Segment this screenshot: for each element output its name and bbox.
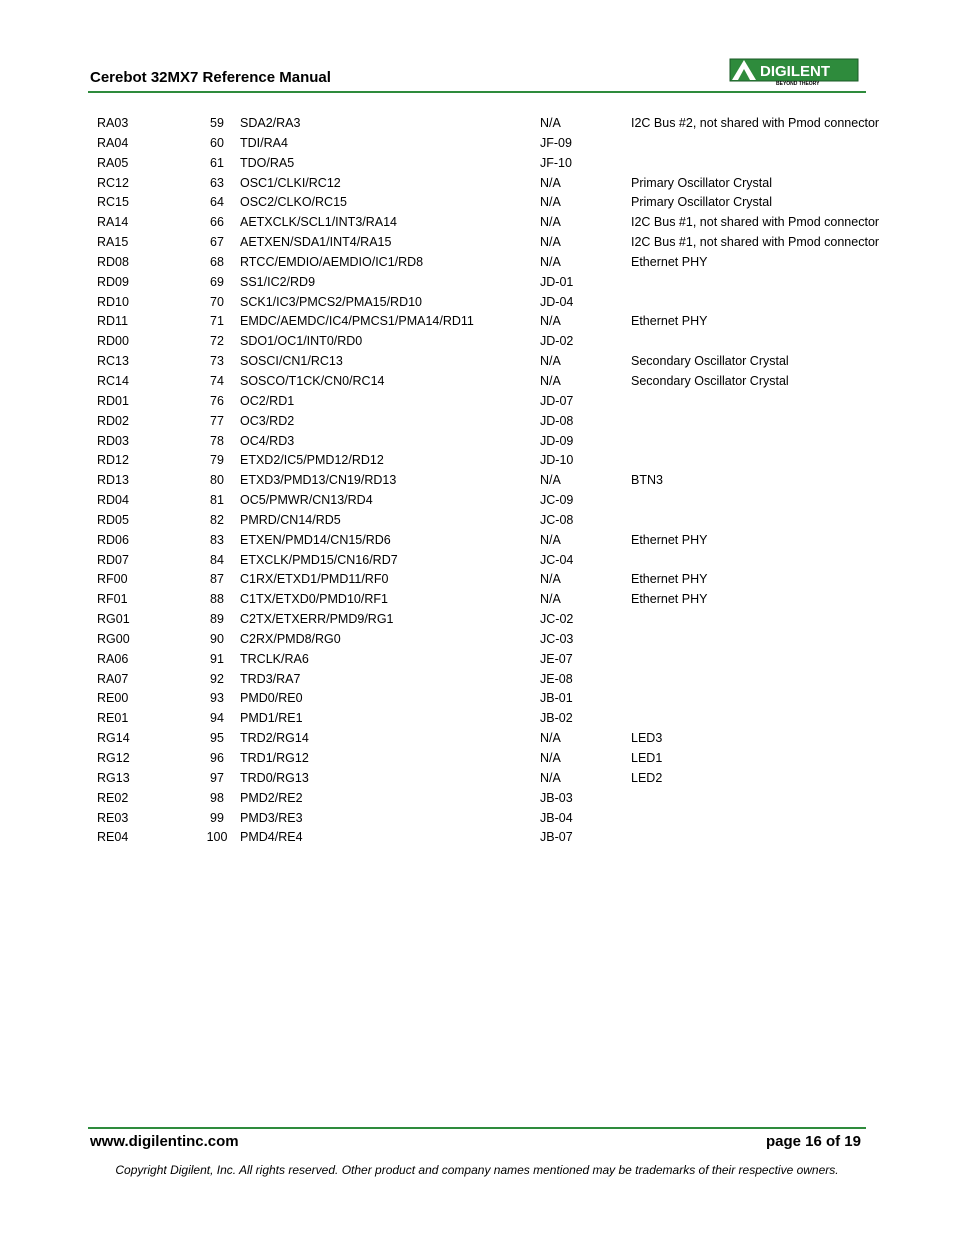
connector-pin-cell: N/A bbox=[540, 373, 561, 388]
notes-cell bbox=[631, 670, 891, 690]
pin-function-cell: OC3/RD2 bbox=[240, 413, 295, 428]
pin-number-cell: 59 bbox=[210, 116, 224, 130]
notes-cell: I2C Bus #1, not shared with Pmod connector bbox=[631, 215, 880, 230]
port-bit-cell: RD01 bbox=[97, 393, 129, 408]
port-bit-cell: RD13 bbox=[97, 473, 129, 488]
pin-number-cell: 78 bbox=[210, 433, 224, 448]
pin-number-cell: 91 bbox=[210, 651, 224, 666]
table-row bbox=[97, 253, 891, 273]
notes-cell bbox=[631, 273, 891, 293]
connector-pin-cell: JD-04 bbox=[540, 294, 574, 309]
pin-number-cell: 67 bbox=[210, 235, 224, 250]
notes-cell bbox=[631, 689, 891, 709]
pin-number-cell: 80 bbox=[210, 473, 224, 488]
table-row bbox=[97, 352, 891, 372]
port-bit-cell: RE00 bbox=[97, 691, 129, 706]
table-row bbox=[97, 114, 891, 134]
table-row bbox=[97, 709, 891, 729]
pin-function-cell: SCK1/IC3/PMCS2/PMA15/RD10 bbox=[240, 294, 423, 309]
pin-function-cell: ETXEN/PMD14/CN15/RD6 bbox=[240, 532, 391, 547]
pin-number-cell: 77 bbox=[210, 413, 224, 428]
connector-pin-cell: N/A bbox=[540, 195, 561, 210]
table-row bbox=[97, 392, 891, 412]
connector-pin-cell: JB-07 bbox=[540, 830, 573, 845]
notes-cell: LED1 bbox=[631, 751, 663, 765]
port-bit-cell: RG01 bbox=[97, 612, 130, 627]
notes-cell: Primary Oscillator Crystal bbox=[631, 195, 772, 210]
port-bit-cell: RF01 bbox=[97, 592, 128, 607]
pin-number-cell: 93 bbox=[210, 691, 224, 706]
connector-pin-cell: N/A bbox=[540, 175, 561, 190]
port-bit-cell: RC12 bbox=[97, 175, 129, 190]
table-row bbox=[97, 491, 891, 511]
connector-pin-cell: N/A bbox=[540, 572, 561, 587]
table-row bbox=[97, 769, 891, 789]
table-row bbox=[97, 531, 891, 551]
port-bit-cell: RD05 bbox=[97, 512, 129, 527]
notes-cell bbox=[631, 610, 891, 630]
connector-pin-cell: JD-08 bbox=[540, 413, 574, 428]
notes-cell: Secondary Oscillator Crystal bbox=[631, 373, 789, 388]
table-row bbox=[97, 193, 891, 213]
table-row bbox=[97, 570, 891, 590]
port-bit-cell: RG12 bbox=[97, 751, 130, 765]
table-row bbox=[97, 511, 891, 531]
port-bit-cell: RE03 bbox=[97, 810, 129, 825]
pin-number-cell: 87 bbox=[210, 572, 224, 587]
table-row bbox=[97, 372, 891, 392]
notes-cell bbox=[631, 709, 891, 729]
port-bit-cell: RD09 bbox=[97, 274, 129, 289]
port-bit-cell: RA14 bbox=[97, 215, 129, 230]
connector-pin-cell: JD-09 bbox=[540, 433, 574, 448]
document-title: Cerebot 32MX7 Reference Manual bbox=[90, 69, 331, 86]
table-row bbox=[97, 630, 891, 650]
port-bit-cell: RD00 bbox=[97, 334, 129, 349]
connector-pin-cell: JB-02 bbox=[540, 711, 573, 726]
connector-pin-cell: N/A bbox=[540, 770, 561, 785]
notes-cell bbox=[631, 650, 891, 670]
page-number: page 16 of 19 bbox=[765, 1133, 861, 1150]
port-bit-cell: RA05 bbox=[97, 155, 129, 170]
pin-function-cell: SDO1/OC1/INT0/RD0 bbox=[240, 334, 363, 349]
pin-function-cell: OC4/RD3 bbox=[240, 433, 295, 448]
notes-cell: LED2 bbox=[631, 770, 663, 785]
table-row bbox=[97, 471, 891, 491]
connector-pin-cell: JD-10 bbox=[540, 453, 574, 468]
connector-pin-cell: N/A bbox=[540, 254, 561, 269]
table-row bbox=[97, 809, 891, 829]
notes-cell bbox=[631, 451, 891, 471]
pin-function-cell: AETXCLK/SCL1/INT3/RA14 bbox=[240, 215, 398, 230]
notes-cell bbox=[631, 551, 891, 571]
pin-function-cell: SS1/IC2/RD9 bbox=[240, 274, 316, 289]
connector-pin-cell: N/A bbox=[540, 354, 561, 369]
pin-function-cell: TRD3/RA7 bbox=[240, 671, 301, 686]
table-row bbox=[97, 551, 891, 571]
notes-cell bbox=[631, 293, 891, 313]
pin-number-cell: 82 bbox=[210, 512, 224, 527]
notes-cell bbox=[631, 828, 891, 848]
port-bit-cell: RC14 bbox=[97, 373, 129, 388]
table-row bbox=[97, 749, 891, 769]
table-row bbox=[97, 432, 891, 452]
notes-cell: Ethernet PHY bbox=[631, 592, 708, 607]
pin-number-cell: 99 bbox=[210, 810, 224, 825]
pin-function-cell: PMD4/RE4 bbox=[240, 830, 303, 845]
table-row bbox=[97, 451, 891, 471]
table-row bbox=[97, 213, 891, 233]
pin-number-cell: 96 bbox=[210, 751, 224, 765]
table-row bbox=[97, 293, 891, 313]
pin-number-cell: 64 bbox=[210, 195, 224, 210]
footer-website: www.digilentinc.com bbox=[90, 1133, 239, 1150]
connector-pin-cell: JC-02 bbox=[540, 612, 574, 627]
connector-pin-cell: N/A bbox=[540, 751, 561, 765]
footer-divider bbox=[88, 1127, 866, 1129]
connector-pin-cell: N/A bbox=[540, 473, 561, 488]
pin-function-cell: PMRD/CN14/RD5 bbox=[240, 512, 341, 527]
notes-cell bbox=[631, 511, 891, 531]
pin-number-cell: 60 bbox=[210, 135, 224, 150]
connector-pin-cell: JC-03 bbox=[540, 631, 574, 646]
port-bit-cell: RD07 bbox=[97, 552, 129, 567]
port-bit-cell: RD06 bbox=[97, 532, 129, 547]
pin-number-cell: 63 bbox=[210, 175, 224, 190]
pin-function-cell: ETXD3/PMD13/CN19/RD13 bbox=[240, 473, 397, 488]
pin-function-cell: PMD1/RE1 bbox=[240, 711, 303, 726]
pin-number-cell: 89 bbox=[210, 612, 224, 627]
notes-cell: Ethernet PHY bbox=[631, 254, 708, 269]
connector-pin-cell: N/A bbox=[540, 314, 561, 329]
notes-cell bbox=[631, 412, 891, 432]
pin-function-cell: TRCLK/RA6 bbox=[240, 651, 309, 666]
pin-number-cell: 72 bbox=[210, 334, 224, 349]
connector-pin-cell: JE-07 bbox=[540, 651, 573, 666]
pin-function-cell: RTCC/EMDIO/AEMDIO/IC1/RD8 bbox=[240, 254, 424, 269]
pin-function-cell: C2RX/PMD8/RG0 bbox=[240, 631, 341, 646]
connector-pin-cell: JB-03 bbox=[540, 790, 573, 805]
connector-pin-cell: JC-08 bbox=[540, 512, 574, 527]
table-row bbox=[97, 412, 891, 432]
notes-cell bbox=[631, 491, 891, 511]
table-row bbox=[97, 134, 891, 154]
notes-cell bbox=[631, 789, 891, 809]
table-row bbox=[97, 233, 891, 253]
connector-pin-cell: JD-02 bbox=[540, 334, 574, 349]
pin-function-cell: OC2/RD1 bbox=[240, 393, 295, 408]
pin-number-cell: 81 bbox=[210, 493, 224, 508]
pin-function-cell: OC5/PMWR/CN13/RD4 bbox=[240, 493, 373, 508]
port-bit-cell: RA03 bbox=[97, 116, 129, 130]
port-bit-cell: RD04 bbox=[97, 493, 129, 508]
port-bit-cell: RG14 bbox=[97, 731, 130, 746]
notes-cell bbox=[631, 154, 891, 174]
pin-number-cell: 76 bbox=[210, 393, 224, 408]
table-row bbox=[97, 590, 891, 610]
pin-number-cell: 84 bbox=[210, 552, 224, 567]
pin-number-cell: 68 bbox=[210, 254, 224, 269]
connector-pin-cell: JB-04 bbox=[540, 810, 573, 825]
pin-function-cell: TRD2/RG14 bbox=[240, 731, 309, 746]
pin-function-cell: TRD0/RG13 bbox=[240, 770, 309, 785]
pin-number-cell: 74 bbox=[210, 373, 224, 388]
table-row bbox=[97, 610, 891, 630]
connector-pin-cell: JB-01 bbox=[540, 691, 573, 706]
table-row bbox=[97, 789, 891, 809]
connector-pin-cell: JF-09 bbox=[540, 135, 572, 150]
connector-pin-cell: N/A bbox=[540, 731, 561, 746]
port-bit-cell: RA04 bbox=[97, 135, 129, 150]
port-bit-cell: RA07 bbox=[97, 671, 129, 686]
pin-function-cell: AETXEN/SDA1/INT4/RA15 bbox=[240, 235, 392, 250]
notes-cell bbox=[631, 809, 891, 829]
notes-cell: Primary Oscillator Crystal bbox=[631, 175, 772, 190]
connector-pin-cell: JE-08 bbox=[540, 671, 573, 686]
notes-cell: Ethernet PHY bbox=[631, 314, 708, 329]
port-bit-cell: RA15 bbox=[97, 235, 129, 250]
pin-number-cell: 97 bbox=[210, 770, 224, 785]
notes-cell: Ethernet PHY bbox=[631, 532, 708, 547]
port-bit-cell: RF00 bbox=[97, 572, 128, 587]
connector-pin-cell: N/A bbox=[540, 215, 561, 230]
connector-pin-cell: N/A bbox=[540, 235, 561, 250]
port-bit-cell: RG13 bbox=[97, 770, 130, 785]
table-row bbox=[97, 828, 891, 848]
notes-cell: BTN3 bbox=[631, 473, 663, 488]
notes-cell: LED3 bbox=[631, 731, 663, 746]
notes-cell: I2C Bus #2, not shared with Pmod connector bbox=[631, 116, 880, 130]
connector-pin-cell: JC-04 bbox=[540, 552, 574, 567]
pin-number-cell: 79 bbox=[210, 453, 224, 468]
pin-function-cell: PMD3/RE3 bbox=[240, 810, 303, 825]
pin-number-cell: 66 bbox=[210, 215, 224, 230]
pin-function-cell: SOSCO/T1CK/CN0/RC14 bbox=[240, 373, 385, 388]
logo-wordmark: DIGILENT bbox=[760, 63, 830, 80]
notes-cell bbox=[631, 134, 891, 154]
table-row bbox=[97, 689, 891, 709]
notes-cell bbox=[631, 630, 891, 650]
pin-number-cell: 92 bbox=[210, 671, 224, 686]
pin-function-cell: TRD1/RG12 bbox=[240, 751, 309, 765]
port-bit-cell: RD11 bbox=[97, 314, 129, 329]
pin-function-cell: EMDC/AEMDC/IC4/PMCS1/PMA14/RD11 bbox=[240, 314, 474, 329]
port-bit-cell: RE01 bbox=[97, 711, 129, 726]
table-row bbox=[97, 174, 891, 194]
pin-function-cell: TDI/RA4 bbox=[240, 135, 288, 150]
digilent-logo bbox=[728, 56, 860, 86]
table-row bbox=[97, 312, 891, 332]
pin-function-cell: ETXD2/IC5/PMD12/RD12 bbox=[240, 453, 384, 468]
header-divider bbox=[88, 91, 866, 93]
pin-function-cell: OSC1/CLKI/RC12 bbox=[240, 175, 341, 190]
connector-pin-cell: N/A bbox=[540, 592, 561, 607]
notes-cell bbox=[631, 432, 891, 452]
notes-cell: I2C Bus #1, not shared with Pmod connector bbox=[631, 235, 880, 250]
port-bit-cell: RD03 bbox=[97, 433, 129, 448]
table-row bbox=[97, 332, 891, 352]
port-bit-cell: RE02 bbox=[97, 790, 129, 805]
port-bit-cell: RD10 bbox=[97, 294, 129, 309]
pin-function-cell: C1RX/ETXD1/PMD11/RF0 bbox=[240, 572, 389, 587]
port-bit-cell: RG00 bbox=[97, 631, 130, 646]
port-bit-cell: RC15 bbox=[97, 195, 129, 210]
pin-function-cell: C1TX/ETXD0/PMD10/RF1 bbox=[240, 592, 388, 607]
pin-assignment-table bbox=[97, 114, 891, 848]
pin-function-cell: PMD2/RE2 bbox=[240, 790, 303, 805]
pin-function-cell: OSC2/CLKO/RC15 bbox=[240, 195, 347, 210]
port-bit-cell: RC13 bbox=[97, 354, 129, 369]
port-bit-cell: RD08 bbox=[97, 254, 129, 269]
pin-number-cell: 94 bbox=[210, 711, 224, 726]
pin-function-cell: ETXCLK/PMD15/CN16/RD7 bbox=[240, 552, 398, 567]
pin-function-cell: TDO/RA5 bbox=[240, 155, 295, 170]
port-bit-cell: RA06 bbox=[97, 651, 129, 666]
pin-number-cell: 90 bbox=[210, 631, 224, 646]
pin-function-cell: SDA2/RA3 bbox=[240, 116, 301, 130]
port-bit-cell: RD02 bbox=[97, 413, 129, 428]
table-row bbox=[97, 154, 891, 174]
pin-number-cell: 73 bbox=[210, 354, 224, 369]
notes-cell: Ethernet PHY bbox=[631, 572, 708, 587]
connector-pin-cell: JD-01 bbox=[540, 274, 574, 289]
notes-cell bbox=[631, 392, 891, 412]
table-row bbox=[97, 670, 891, 690]
port-bit-cell: RD12 bbox=[97, 453, 129, 468]
pin-number-cell: 100 bbox=[206, 830, 228, 845]
notes-cell bbox=[631, 332, 891, 352]
port-bit-cell: RE04 bbox=[97, 830, 129, 845]
connector-pin-cell: N/A bbox=[540, 116, 561, 130]
pin-number-cell: 61 bbox=[210, 155, 224, 170]
pin-number-cell: 95 bbox=[210, 731, 224, 746]
pin-number-cell: 71 bbox=[210, 314, 224, 329]
pin-number-cell: 69 bbox=[210, 274, 224, 289]
connector-pin-cell: JF-10 bbox=[540, 155, 572, 170]
connector-pin-cell: JC-09 bbox=[540, 493, 574, 508]
pin-number-cell: 70 bbox=[210, 294, 224, 309]
table-row bbox=[97, 729, 891, 749]
logo-tagline: BEYOND THEORY bbox=[776, 81, 820, 86]
pin-number-cell: 83 bbox=[210, 532, 224, 547]
pin-number-cell: 98 bbox=[210, 790, 224, 805]
pin-function-cell: PMD0/RE0 bbox=[240, 691, 303, 706]
connector-pin-cell: N/A bbox=[540, 532, 561, 547]
pin-function-cell: SOSCI/CN1/RC13 bbox=[240, 354, 343, 369]
notes-cell: Secondary Oscillator Crystal bbox=[631, 354, 789, 369]
connector-pin-cell: JD-07 bbox=[540, 393, 574, 408]
pin-number-cell: 88 bbox=[210, 592, 224, 607]
pin-function-cell: C2TX/ETXERR/PMD9/RG1 bbox=[240, 612, 394, 627]
table-row bbox=[97, 273, 891, 293]
copyright-notice: Copyright Digilent, Inc. All rights reserved. Other product and company names mentioned may be trademarks of their respective owners. bbox=[115, 1163, 839, 1177]
table-row bbox=[97, 650, 891, 670]
